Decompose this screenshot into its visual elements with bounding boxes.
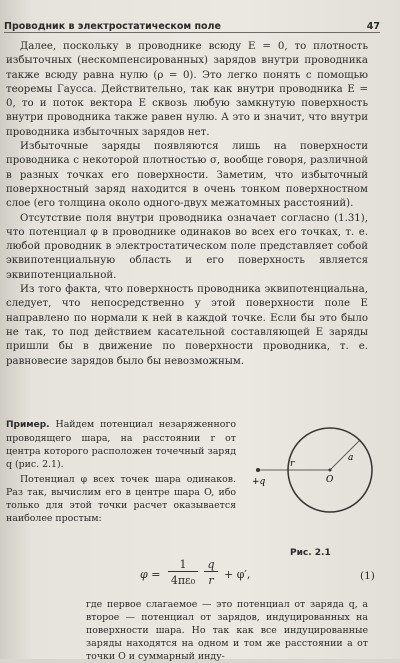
equation-number: (1)	[360, 570, 375, 582]
radius-line	[330, 440, 360, 470]
figure-caption: Рис. 2.1	[290, 548, 331, 558]
bottom-text	[86, 598, 368, 663]
example-block	[6, 418, 236, 527]
body-text	[6, 40, 368, 369]
formula-frac1-den: 4πε₀	[170, 574, 196, 587]
example-text-2: Потенциал φ всех точек шара одинаков. Раз так, вычислим его в центре шара O, ибо только для этой точки расчет оказывается наиболее простым:	[6, 474, 236, 524]
formula	[140, 558, 340, 594]
paragraph-1: Далее, поскольку в проводнике всюду E = 0, то плотность избыточных (нескомпенсированных) зарядов внутри проводника также всюду равна нулю (ρ = 0). Это легко понять с помощью теоремы Гаусса. Действительно, так как внутри проводника E = 0, то и поток вектора E сквозь любую замкнутую поверхность внутри проводника также равен нулю. А это и значит, что внутри проводника избыточных зарядов нет.	[6, 41, 368, 138]
example-label: Пример.	[6, 420, 50, 430]
label-o: O	[326, 475, 334, 485]
page-number: 47	[366, 21, 380, 32]
label-a: a	[348, 453, 354, 463]
formula-rest: + φ′,	[224, 568, 251, 581]
formula-frac1-num: 1	[168, 558, 198, 572]
paragraph-4: Из того факта, что поверхность проводника эквипотенциальна, следует, что непосредственно у этой поверхности поле E направлено по нормали к ней в каждой точке. Если бы это было не так, то под действием касательной составляющей E заряды пришли бы в движение по поверхности проводника, т. е. равновесие зарядов было бы невозможным.	[6, 284, 368, 367]
formula-frac2-den: r	[208, 574, 214, 587]
center-point	[329, 469, 332, 472]
example-text-1: Найдем потенциал незаряженного проводящего шара, на расстоянии r от центра которого расположен точечный заряд q (рис. 2.1).	[6, 419, 237, 470]
paragraph-2: Избыточные заряды появляются лишь на поверхности проводника с некоторой плотностью σ, вообще говоря, различной в разных точках его поверхности. Заметим, что избыточный поверхностный заряд находится в очень тонком поверхностном слое (его толщина около одного-двух межатомных расстояний).	[6, 141, 368, 210]
header-title: Проводник в электростатическом поле	[4, 21, 221, 32]
label-r: r	[290, 459, 295, 469]
bottom-paragraph: где первое слагаемое — это потенциал от заряда q, а второе — потенциал от зарядов, индуцированных на поверхности шара. Но так как все индуцированные заряды находятся на одном и том же расстоянии a от точки O и суммарный инду-	[86, 599, 368, 662]
paragraph-3: Отсутствие поля внутри проводника означает согласно (1.31), что потенциал φ в проводнике одинаков во всех его точках, т. е. любой проводник в электростатическом поле представляет собой эквипотенциальную область и его поверхность является эквипотенциальной.	[6, 212, 368, 281]
formula-lhs: φ =	[140, 568, 161, 581]
running-header	[4, 18, 380, 33]
label-q: +q	[252, 477, 266, 487]
formula-frac2-num: q	[204, 558, 218, 572]
point-charge	[256, 468, 260, 472]
figure-sphere-diagram	[248, 418, 378, 528]
